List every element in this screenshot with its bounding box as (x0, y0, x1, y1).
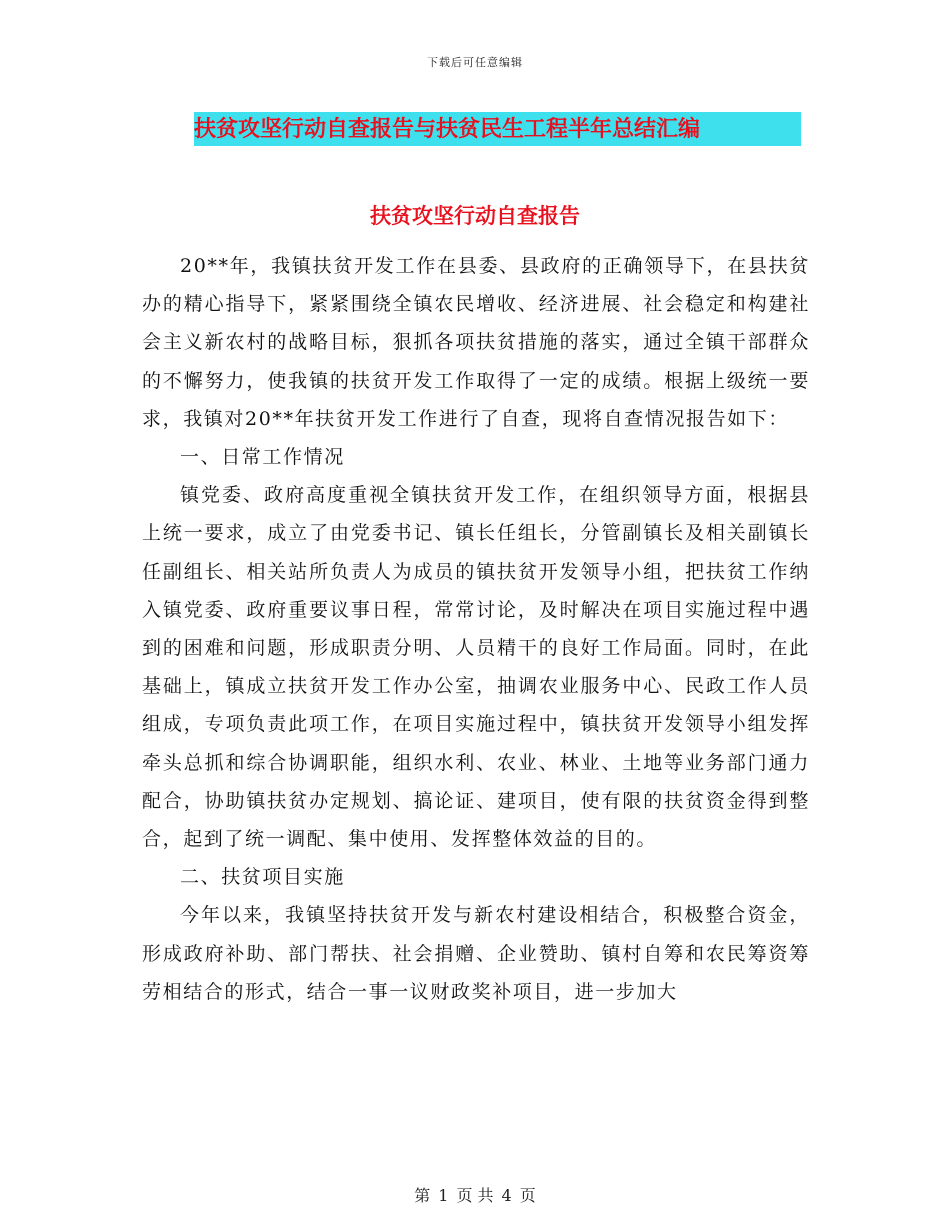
page-number: 1 (438, 1186, 449, 1205)
footer-suffix: 页 (519, 1186, 536, 1205)
paragraph: 20**年，我镇扶贫开发工作在县委、县政府的正确领导下，在县扶贫办的精心指导下，紧紧围绕全镇农民增收、经济进展、社会稳定和构建社会主义新农村的战略目标，狠抓各项扶贫措施的落实，通过全镇干部群众的不懈努力，使我镇的扶贫开发工作取得了一定的成绩。根据上级统一要求，我镇对20**年扶贫开发工作进行了自查，现将自查情况报告如下： (142, 255, 810, 430)
heading-project-implementation: 二、扶贫项目实施 (180, 866, 345, 889)
footer-prefix: 第 (414, 1186, 431, 1205)
paragraph: 镇党委、政府高度重视全镇扶贫开发工作，在组织领导方面，根据县上统一要求，成立了由党委书记、镇长任组长，分管副镇长及相关副镇长任副组长、相关站所负责人为成员的镇扶贫开发领导小组，把扶贫工作纳入镇党委、政府重要议事日程，常常讨论，及时解决在项目实施过程中遇到的困难和问题，形成职责分明、人员精干的良好工作局面。同时，在此基础上，镇成立扶贫开发工作办公室，抽调农业服务中心、民政工作人员组成，专项负责此项工作，在项目实施过程中，镇扶贫开发领导小组发挥牵头总抓和综合协调职能，组织水利、农业、林业、土地等业务部门通力配合，协助镇扶贫办定规划、搞论证、建项目，使有限的扶贫资金得到整合，起到了统一调配、集中使用、发挥整体效益的目的。 (142, 484, 810, 851)
paragraph: 今年以来，我镇坚持扶贫开发与新农村建设相结合，积极整合资金，形成政府补助、部门帮扶、社会捐赠、企业赞助、镇村自筹和农民筹资筹劳相结合的形式，结合一事一议财政奖补项目，进一步加大 (142, 904, 810, 1003)
document-title: 扶贫攻坚行动自查报告与扶贫民生工程半年总结汇编 (194, 112, 801, 146)
footer-middle: 页 共 (456, 1186, 494, 1205)
page-footer (0, 1183, 950, 1206)
page-total: 4 (501, 1186, 512, 1205)
header-note: 下载后可任意编辑 (427, 56, 523, 69)
section-title: 扶贫攻坚行动自查报告 (370, 203, 580, 228)
heading-daily-work: 一、日常工作情况 (180, 446, 345, 469)
body-text (142, 247, 810, 1011)
